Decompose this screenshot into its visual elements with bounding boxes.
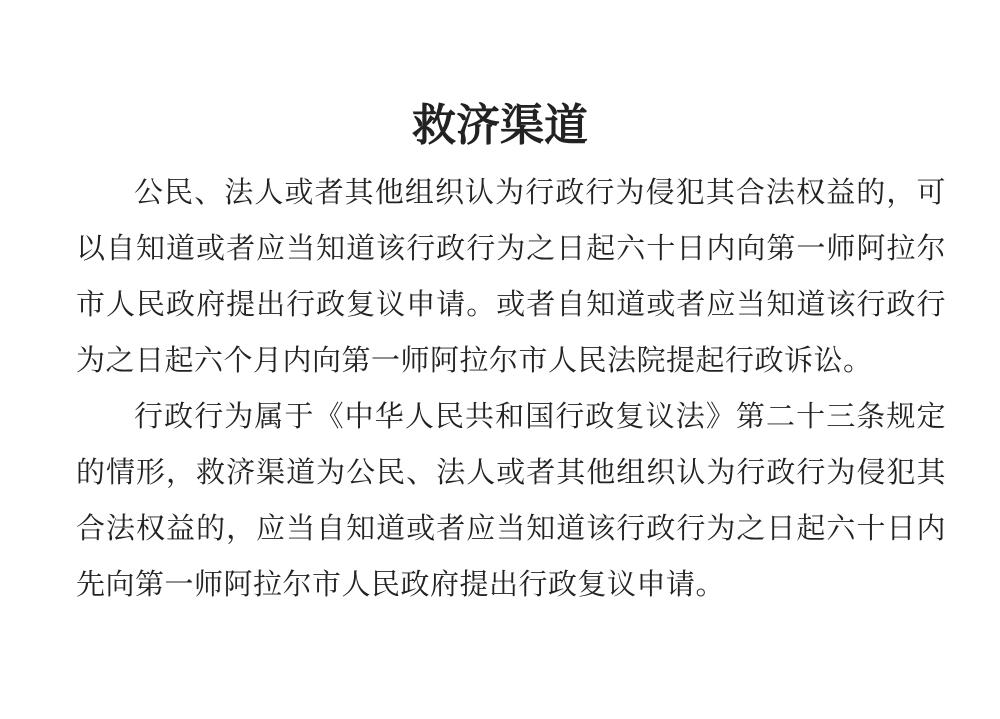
document-title: 救济渠道 <box>412 100 588 151</box>
document-body <box>76 164 946 612</box>
paragraph-review-law-clause: 行政行为属于《中华人民共和国行政复议法》第二十三条规定的情形，救济渠道为公民、法人或者其他组织认为行政行为侵犯其合法权益的，应当自知道或者应当知道该行政行为之日起六十日内先向第一师阿拉尔市人民政府提出行政复议申请。 <box>76 399 946 601</box>
paragraph-remedy-channels: 公民、法人或者其他组织认为行政行为侵犯其合法权益的，可以自知道或者应当知道该行政行为之日起六十日内向第一师阿拉尔市人民政府提出行政复议申请。或者自知道或者应当知道该行政行为之日起六个月内向第一师阿拉尔市人民法院提起行政诉讼。 <box>76 175 946 377</box>
